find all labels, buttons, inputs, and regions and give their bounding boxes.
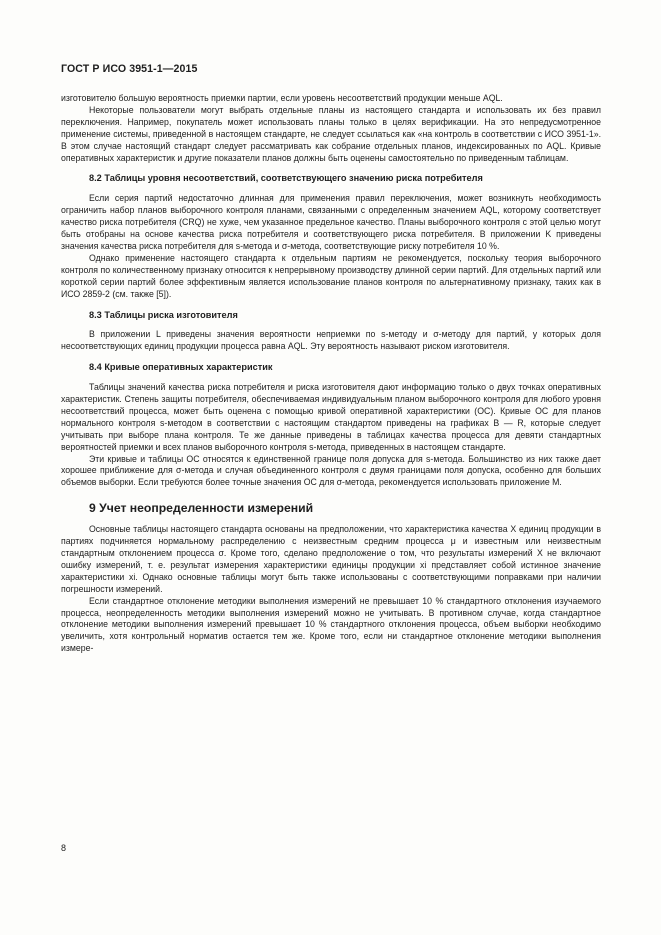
- paragraph-switching-rules: Некоторые пользователи могут выбрать отдельные планы из настоящего стандарта и использовать их без правил переключения. Например, покупатель может использовать планы только в целях верификации. На это непредусмотренное применение системы, приведенной в настоящем стандарте, не следует ссылаться как «на контроль в соответствии с ИСО 3951-1». В этом случае настоящий стандарт следует рассматривать как собрание отдельных планов, индексированных по AQL. Кривые оперативных характеристик и другие показатели планов должны быть оценены самостоятельно по приведенным таблицам.: [61, 104, 601, 163]
- section-heading-8-3: 8.3 Таблицы риска изготовителя: [89, 309, 238, 320]
- section-heading-8-4: 8.4 Кривые оперативных характеристик: [89, 362, 273, 373]
- paragraph-measurement-assumptions: Основные таблицы настоящего стандарта основаны на предположении, что характеристика качества X единиц продукции в партиях подчиняется нормальному распределению с неизвестным средним процесса μ и известным или неизвестным стандартным отклонением процесса σ. Кроме того, сделано предположение о том, что результаты измерений X не включают ошибку измерений, т. е. результат измерения характеристики единицы продукции xi представляет собой истинное значение характеристики xi. Однако основные таблицы могут быть также использованы с соответствующими поправками при наличии погрешности измерений.: [61, 524, 601, 594]
- paragraph-continuation: изготовителю большую вероятность приемки партии, если уровень несоответствий продукции меньше AQL.: [61, 93, 503, 103]
- paragraph-measurement-deviation: Если стандартное отклонение методики выполнения измерений не превышает 10 % стандартного отклонения изучаемого процесса, неопределенность методики выполнения измерений можно не учитывать. В противном случае, когда стандартное отклонение методики выполнения измерений превышает 10 % стандартного отклонения процесса, объем выборки необходимо увеличить, хотя контрольный норматив остается тем же. Кроме того, если ни стандартное отклонение методики выполнения измере-: [61, 595, 601, 654]
- page-header: ГОСТ Р ИСО 3951-1—2015: [61, 63, 198, 75]
- paragraph-isolated-lots: Однако применение настоящего стандарта к отдельным партиям не рекомендуется, поскольку теория выборочного контроля по количественному признаку относится к непрерывному производству длинной серии партий. Для отдельных партий или короткой серии партий более эффективным является использование планов контроля по альтернативному признаку, таких как в ИСО 2859-2 (см. также [5]).: [61, 252, 601, 299]
- section-heading-8-2: 8.2 Таблицы уровня несоответствий, соответствующего значению риска потребителя: [89, 173, 483, 184]
- paragraph-producer-risk: В приложении L приведены значения вероятности неприемки по s-методу и σ-методу для партий, у которых доля несоответствующих единиц продукции процесса равна AQL. Эту вероятность называют риском изготовителя.: [61, 329, 601, 352]
- paragraph-oc-tables: Эти кривые и таблицы OC относятся к единственной границе поля допуска для s-метода. Большинство из них также дает хорошее приближение для σ-метода и случая объединенного контроля с двумя границами поля допуска, особенно для больших объемов выборки. Если требуются более точные значения OC для σ-метода, рекомендуется использовать приложение M.: [61, 453, 601, 488]
- paragraph-consumer-risk: Если серия партий недостаточно длинная для применения правил переключения, может возникнуть необходимость ограничить набор планов выборочного контроля планами, связанными с определенным значением AQL, которому соответствует качество риска потребителя (CRQ) не хуже, чем указанное предельное качество. Планы выборочного контроля с этой целью могут быть отобраны на основе качества риска потребителя и соответствующего риска потребителя. В приложении K приведены значения качества риска потребителя для s-метода и σ-метода, соответствующие риску потребителя 10 %.: [61, 193, 601, 251]
- paragraph-oc-curves: Таблицы значений качества риска потребителя и риска изготовителя дают информацию только о двух точках оперативных характеристик. Степень защиты потребителя, обеспечиваемая индивидуальным планом выборочного контроля для любого уровня несоответствий процесса, может быть оценена с помощью кривой оперативной характеристики (OC). Кривые OC для планов нормального контроля s-методом в соответствии с настоящим стандартом приведены на графиках B — R, которые следует учитывать при выборе плана контроля. Те же данные приведены в таблицах качества процесса для девяти стандартных вероятностей приемки и всех планов выборочного контроля s-метода, приведенных в настоящем стандарте.: [61, 382, 601, 452]
- section-heading-9: 9 Учет неопределенности измерений: [89, 501, 314, 516]
- page-content: [61, 93, 601, 655]
- page-number: 8: [61, 843, 67, 853]
